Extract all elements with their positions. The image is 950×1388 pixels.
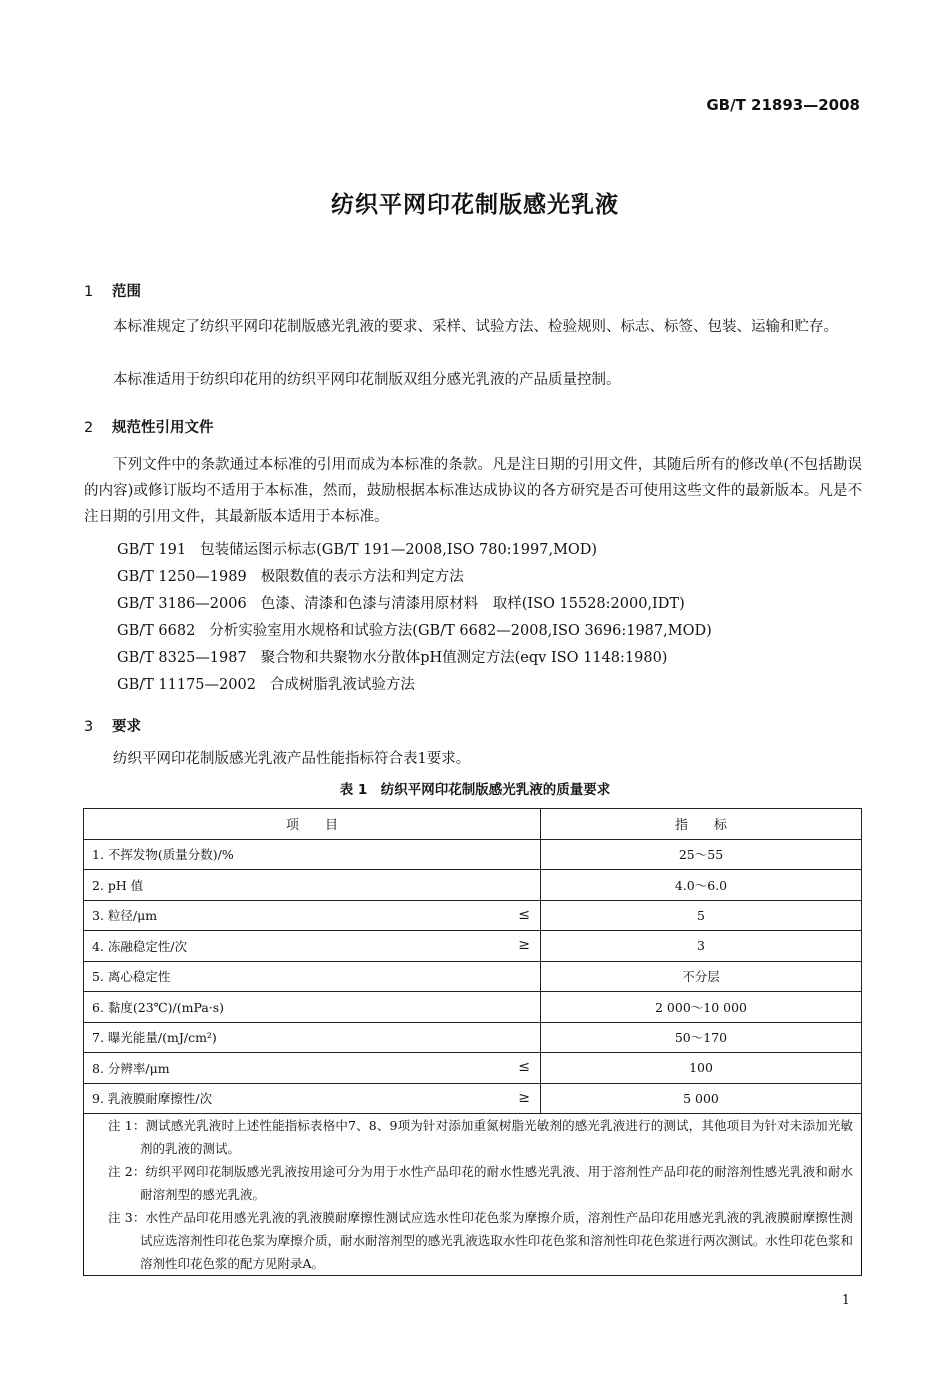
standard-number: GB/T 21893—2008	[706, 96, 860, 114]
reference-title: 极限数值的表示方法和判定方法	[260, 569, 464, 585]
row-item: 2. pH 值	[92, 877, 144, 893]
table-row	[84, 1053, 862, 1084]
reference-title: 色漆、清漆和色漆与清漆用原材料 取样(ISO 15528:2000,IDT)	[260, 596, 685, 612]
section-number: 3	[84, 719, 94, 735]
row-item: 5. 离心稳定性	[92, 969, 171, 985]
reference-code: GB/T 191	[117, 542, 187, 558]
row-value: 2 000～10 000	[541, 992, 862, 1023]
row-value: 100	[541, 1053, 862, 1084]
reference-item	[117, 538, 597, 559]
reference-code: GB/T 8325—1987	[117, 650, 247, 666]
table-note: 注 1：测试感光乳液时上述性能指标表格中7、8、9项为针对添加重氮树脂光敏剂的感光乳液进行的测试，其他项目为针对未添加光敏剂的乳液的测试。	[108, 1118, 853, 1156]
table-row	[84, 931, 862, 962]
reference-item	[117, 646, 667, 667]
row-value: 25～55	[541, 839, 862, 870]
section-3-intro: 纺织平网印花制版感光乳液产品性能指标符合表1要求。	[113, 751, 471, 767]
reference-title: 聚合物和共聚物水分散体pH值测定方法(eqv ISO 1148:1980)	[260, 650, 668, 666]
table-row	[84, 961, 862, 992]
row-value: 4.0～6.0	[541, 870, 862, 901]
row-value: 不分层	[541, 961, 862, 992]
reference-item	[117, 673, 415, 694]
comparison-symbol: ≥	[518, 937, 530, 953]
comparison-symbol: ≥	[518, 1089, 530, 1106]
reference-item	[117, 565, 464, 586]
table-row	[84, 870, 862, 901]
reference-code: GB/T 1250—1989	[117, 569, 247, 585]
reference-title: 分析实验室用水规格和试验方法(GB/T 6682—2008,ISO 3696:1987,MOD)	[209, 623, 712, 639]
comparison-symbol: ≤	[518, 1059, 530, 1075]
row-value: 5	[541, 900, 862, 931]
reference-code: GB/T 6682	[117, 623, 196, 639]
row-item: 9. 乳液膜耐摩擦性/次	[92, 1091, 213, 1107]
section-1-heading	[84, 280, 141, 301]
reference-item	[117, 619, 712, 640]
row-value: 5 000	[541, 1083, 862, 1114]
section-number: 1	[84, 284, 94, 300]
section-title: 规范性引用文件	[112, 420, 214, 436]
row-item: 1. 不挥发物(质量分数)/%	[92, 847, 234, 863]
section-title: 范围	[112, 284, 141, 300]
row-item: 7. 曝光能量/(mJ/cm²)	[92, 1030, 217, 1046]
table-row	[84, 839, 862, 870]
table-header-row	[84, 809, 862, 840]
reference-code: GB/T 11175—2002	[117, 677, 256, 693]
table-row	[84, 900, 862, 931]
table-caption: 表 1 纺织平网印花制版感光乳液的质量要求	[339, 782, 611, 798]
table-note: 注 2：纺织平网印花制版感光乳液按用途可分为用于水性产品印花的耐水性感光乳液、用于溶剂性产品印花的耐溶剂性感光乳液和耐水耐溶剂型的感光乳液。	[108, 1164, 853, 1202]
section-1-paragraph-1: 本标准规定了纺织平网印花制版感光乳液的要求、采样、试验方法、检验规则、标志、标签、包装、运输和贮存。	[113, 319, 838, 335]
reference-title: 合成树脂乳液试验方法	[269, 677, 415, 693]
table-notes-row	[84, 1114, 862, 1276]
row-value: 50～170	[541, 1022, 862, 1053]
column-header-item: 项 目	[84, 809, 541, 840]
reference-item	[117, 592, 685, 613]
column-header-value: 指 标	[541, 809, 862, 840]
table-row	[84, 992, 862, 1023]
table-row	[84, 1022, 862, 1053]
row-value: 3	[541, 931, 862, 962]
row-item: 4. 冻融稳定性/次	[92, 938, 188, 954]
reference-code: GB/T 3186—2006	[117, 596, 247, 612]
row-item: 3. 粒径/μm	[92, 908, 158, 924]
section-3-heading	[84, 715, 141, 736]
document-title: 纺织平网印花制版感光乳液	[331, 192, 619, 218]
section-1-paragraph-2: 本标准适用于纺织印花用的纺织平网印花制版双组分感光乳液的产品质量控制。	[113, 372, 621, 388]
row-item: 6. 黏度(23℃)/(mPa·s)	[92, 999, 225, 1015]
page-number: 1	[841, 1293, 850, 1308]
section-title: 要求	[112, 719, 141, 735]
reference-title: 包装储运图示标志(GB/T 191—2008,ISO 780:1997,MOD)	[200, 542, 598, 558]
table-row	[84, 1083, 862, 1114]
row-item: 8. 分辨率/μm	[92, 1060, 170, 1076]
comparison-symbol: ≤	[518, 906, 530, 923]
table-note: 注 3：水性产品印花用感光乳液的乳液膜耐摩擦性测试应选水性印花色浆为摩擦介质，溶剂性产品印花用感光乳液的乳液膜耐摩擦性测试应选溶剂性印花色浆为摩擦介质，耐水耐溶剂型的感光乳液选取水性印花色浆和溶剂性印花色浆进行两次测试。水性印花色浆和溶剂性印花色浆的配方见附录A。	[108, 1210, 853, 1271]
section-2-intro: 下列文件中的条款通过本标准的引用而成为本标准的条款。凡是注日期的引用文件，其随后所有的修改单(不包括勘误的内容)或修订版均不适用于本标准，然而，鼓励根据本标准达成协议的各方研究是否可使用这些文件的最新版本。凡是不注日期的引用文件，其最新版本适用于本标准。	[84, 457, 862, 525]
quality-requirements-table	[83, 808, 862, 1276]
section-number: 2	[84, 420, 94, 436]
section-2-heading	[84, 416, 214, 437]
